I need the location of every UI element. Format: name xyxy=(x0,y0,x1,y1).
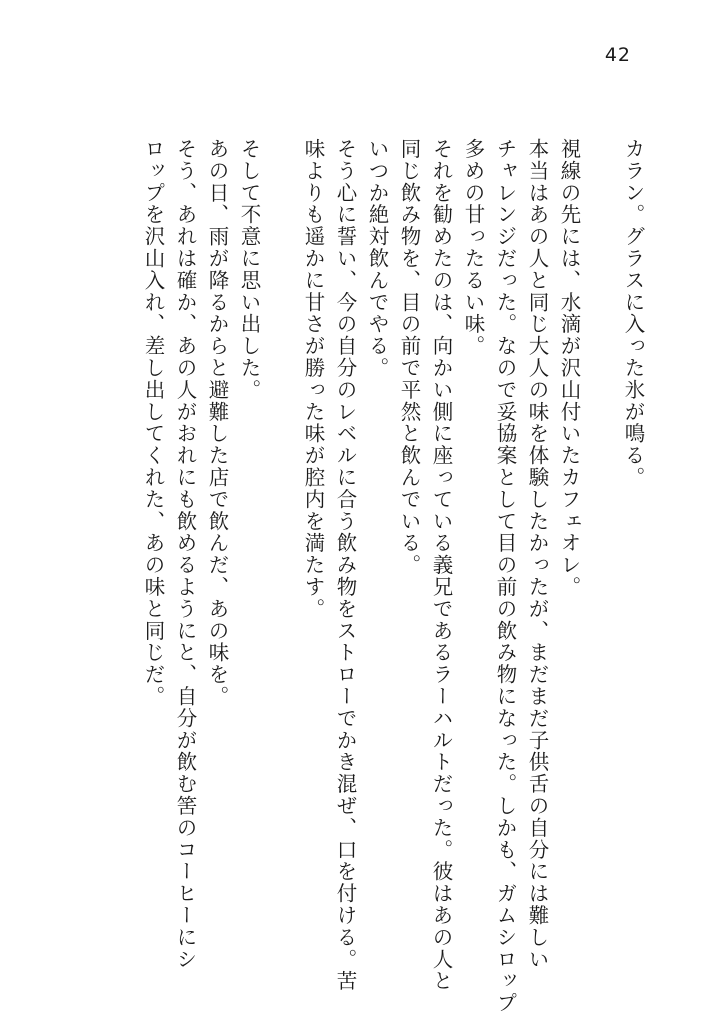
text-line-6: それを勧めたのは、向かい側に座っている義兄であるラーハルトだった。彼はあの人と xyxy=(429,138,453,993)
text-line-10: 味よりも遥かに甘さが勝った味が腔内を満たす。 xyxy=(301,138,325,620)
page-number: 42 xyxy=(604,44,631,66)
text-line-9: そう心に誓い、今の自分のレベルに合う飲み物をストローでかき混ぜ、口を付ける。苦 xyxy=(333,138,357,993)
text-line-8: いつか絶対飲んでやる。 xyxy=(365,138,389,379)
text-line-7: 同じ飲み物を、目の前で平然と飲んでいる。 xyxy=(397,138,421,576)
text-line-1: カラン。グラスに入った氷が鳴る。 xyxy=(621,138,645,489)
text-line-3: 本当はあの人と同じ大人の味を体験したかったが、まだまだ子供舌の自分には難しい xyxy=(525,138,549,971)
text-line-4: チャレンジだった。なので妥協案として目の前の飲み物になった。しかも、ガムシロップ xyxy=(493,138,517,1014)
line-gap xyxy=(265,138,297,958)
text-line-12: あの日、雨が降るからと避難した店で飲んだ、あの味を。 xyxy=(205,138,229,708)
line-gap xyxy=(585,138,617,958)
text-line-2: 視線の先には、水滴が沢山付いたカフェオレ。 xyxy=(557,138,581,598)
text-line-5: 多めの甘ったるい味。 xyxy=(461,138,485,357)
vertical-text-body xyxy=(137,138,649,1014)
text-line-11: そして不意に思い出した。 xyxy=(237,138,261,401)
text-line-13: そう、あれは確か、あの人がおれにも飲めるようにと、自分が飲む筈のコーヒーにシ xyxy=(173,138,197,971)
text-line-14: ロップを沢山入れ、差し出してくれた、あの味と同じだ。 xyxy=(141,138,165,708)
